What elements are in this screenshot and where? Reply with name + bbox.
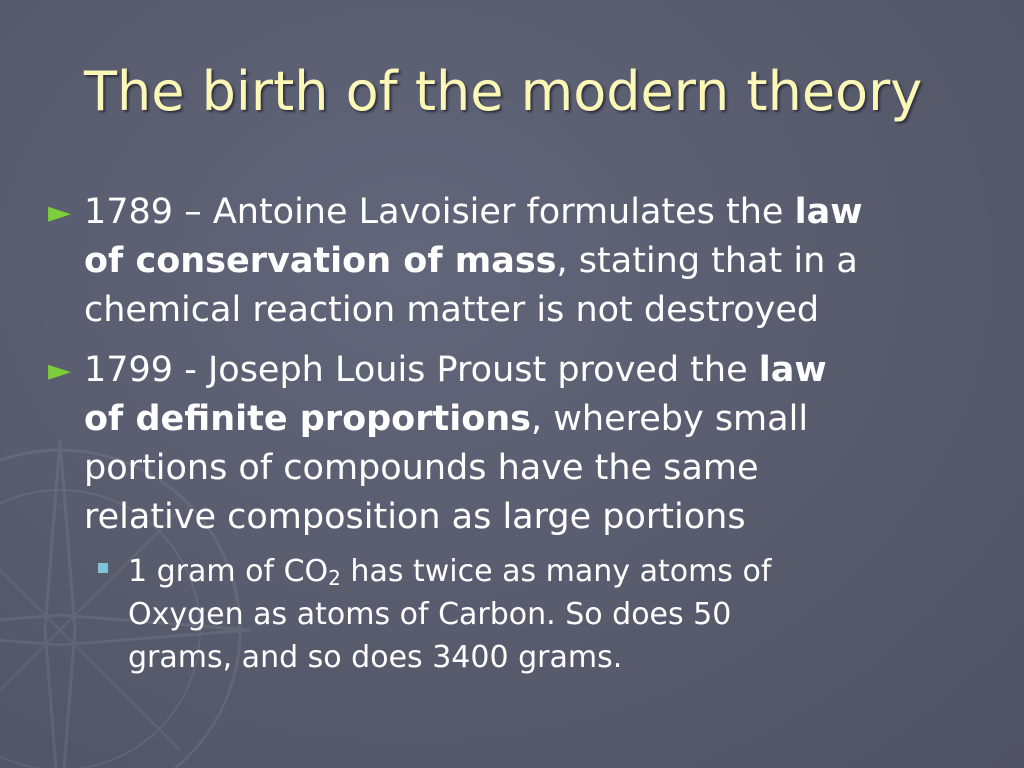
bullet-line (84, 395, 984, 444)
bold-run: law (758, 350, 827, 390)
text-run: , whereby small (531, 399, 809, 439)
text-run: portions of compounds have the same (84, 448, 759, 488)
square-bullet-icon (98, 563, 108, 573)
bullet-line (84, 444, 984, 493)
text-run: Oxygen as atoms of Carbon. So does 50 (128, 597, 732, 632)
text-run: grams, and so does 3400 grams. (128, 640, 623, 675)
arrow-bullet-icon: ► (48, 195, 72, 230)
bold-run: law (794, 192, 863, 232)
bullet-lavoisier (48, 188, 984, 338)
subbullet-line (128, 636, 978, 679)
bold-run: of conservation of mass (84, 241, 557, 281)
subbullet-line (128, 550, 978, 593)
bullet-proust (48, 346, 984, 542)
bullet-line (84, 346, 984, 395)
bullet-line (84, 237, 984, 286)
text-run: has twice as many atoms of (340, 554, 772, 589)
bullet-line (84, 493, 984, 542)
text-run: 1789 – Antoine Lavoisier formulates the (84, 192, 795, 232)
bold-run: of definite proportions (84, 399, 532, 439)
subscript: 2 (328, 566, 341, 590)
slide-title: The birth of the modern theory (84, 60, 923, 123)
arrow-bullet-icon: ► (48, 353, 72, 388)
subbullet-line (128, 593, 978, 636)
text-run: 1 gram of CO (128, 554, 329, 589)
bullet-text (84, 346, 984, 542)
bullet-line (84, 188, 984, 237)
text-run: , stating that in a (556, 241, 858, 281)
bullet-text (84, 188, 984, 335)
text-run: chemical reaction matter is not destroyed (84, 290, 820, 330)
text-run: relative composition as large portions (84, 497, 746, 537)
bullet-line (84, 286, 984, 335)
subbullet-text (128, 550, 978, 679)
text-run: 1799 - Joseph Louis Proust proved the (84, 350, 759, 390)
subbullet-co2-example (98, 550, 978, 680)
